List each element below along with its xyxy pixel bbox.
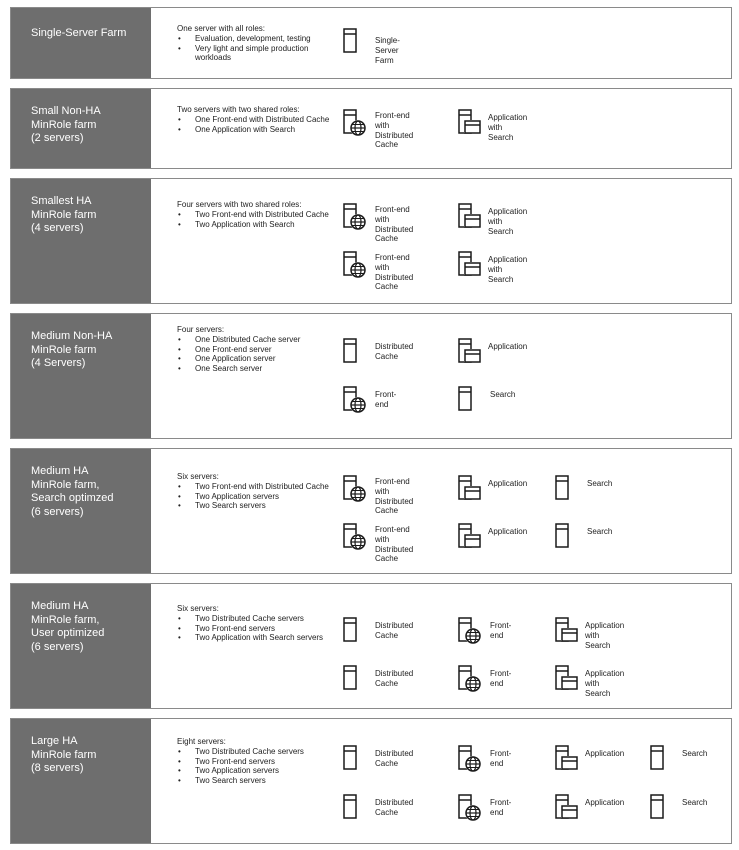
farm-description [177,105,341,134]
farm-bullet: • Two Front-end with Distributed Cache [177,210,341,220]
farm-label: Smallest HA MinRole farm (4 servers) [11,179,151,303]
server-icon [648,794,676,822]
front-end-server-icon [341,475,369,503]
server-label: Search [682,749,708,758]
server-label: Application with Search [488,207,528,236]
farm-description [177,325,341,374]
server-icon [648,745,676,773]
front-end-server-icon [341,523,369,551]
application-server-icon [456,203,484,231]
server-label: Application with Search [488,255,528,284]
front-end-server-icon [456,665,484,693]
application-server-icon [456,523,484,551]
server-label: Application [488,479,528,488]
farm-label: Medium HA MinRole farm, User optimized (6 servers) [11,584,151,708]
front-end-server-icon [341,109,369,137]
farm-bullet-list [177,34,341,63]
farm-bullet: • One Application with Search [177,125,341,135]
farm-bullet: • Two Front-end servers [177,624,341,634]
farm-description [177,472,341,511]
farm-bullet: • Very light and simple production workloads [177,44,341,64]
farm-description [177,200,341,229]
farm-label: Medium Non-HA MinRole farm (4 Servers) [11,314,151,438]
farm-panel [10,583,732,709]
farm-panel [10,7,732,79]
front-end-server-icon [341,251,369,279]
farm-intro: Six servers: [177,604,219,613]
farm-bullet: • One Front-end with Distributed Cache [177,115,341,125]
server-icon [341,665,369,693]
server-label: Front-end [490,798,512,817]
farm-bullet-list [177,335,341,374]
server-label: Distributed Cache [375,621,414,640]
farm-bullet: • One Application server [177,354,341,364]
application-server-icon [553,794,581,822]
farm-bullet: • Evaluation, development, testing [177,34,341,44]
farm-panel [10,88,732,169]
server-label: Search [490,390,516,399]
application-server-icon [456,475,484,503]
front-end-server-icon [456,617,484,645]
server-icon [553,475,581,503]
server-icon [553,523,581,551]
front-end-server-icon [456,794,484,822]
farm-label: Small Non-HA MinRole farm (2 servers) [11,89,151,168]
server-icon [341,338,369,366]
farm-bullet-list [177,115,341,135]
server-label: Front-end [375,390,397,409]
application-server-icon [553,745,581,773]
server-label: Front-end with Distributed Cache [375,111,414,150]
front-end-server-icon [341,386,369,414]
application-server-icon [553,617,581,645]
server-icon [341,794,369,822]
farm-bullet: • Two Search servers [177,776,341,786]
farm-bullet: • Two Distributed Cache servers [177,614,341,624]
front-end-server-icon [341,203,369,231]
farm-intro: Six servers: [177,472,219,481]
farm-intro: Four servers with two shared roles: [177,200,302,209]
server-label: Application [488,342,528,351]
server-icon [341,745,369,773]
server-label: Application [585,749,625,758]
application-server-icon [553,665,581,693]
server-label: Single-Server Farm [375,36,400,65]
farm-intro: Four servers: [177,325,225,334]
server-label: Application with Search [585,621,625,650]
farm-bullet-list [177,210,341,230]
farm-bullet-list [177,747,341,786]
server-icon [341,28,369,56]
farm-label: Single-Server Farm [11,8,151,78]
farm-bullet: • Two Front-end with Distributed Cache [177,482,341,492]
server-label: Front-end with Distributed Cache [375,477,414,516]
farm-bullet-list [177,482,341,511]
farm-description [177,24,341,63]
server-label: Application [488,527,528,536]
server-label: Search [587,479,613,488]
farm-panel [10,448,732,574]
server-label: Front-end with Distributed Cache [375,205,414,244]
farm-intro: Two servers with two shared roles: [177,105,300,114]
farm-bullet: • One Search server [177,364,341,374]
farm-panel [10,718,732,844]
server-label: Distributed Cache [375,749,414,768]
farm-bullet: • Two Application servers [177,766,341,776]
server-label: Search [682,798,708,807]
farm-bullet: • Two Application with Search servers [177,633,341,643]
farm-bullet: • Two Application with Search [177,220,341,230]
farm-label: Medium HA MinRole farm, Search optimzed (6 servers) [11,449,151,573]
farm-label: Large HA MinRole farm (8 servers) [11,719,151,843]
server-label: Application with Search [488,113,528,142]
farm-bullet-list [177,614,341,643]
application-server-icon [456,251,484,279]
front-end-server-icon [456,745,484,773]
farm-bullet: • One Distributed Cache server [177,335,341,345]
server-label: Front-end with Distributed Cache [375,253,414,292]
farm-panel [10,313,732,439]
farm-bullet: • Two Application servers [177,492,341,502]
server-label: Application [585,798,625,807]
server-label: Distributed Cache [375,342,414,361]
farm-bullet: • Two Distributed Cache servers [177,747,341,757]
server-icon [341,617,369,645]
application-server-icon [456,338,484,366]
server-label: Front-end [490,669,512,688]
farm-bullet: • Two Front-end servers [177,757,341,767]
farm-intro: Eight servers: [177,737,226,746]
farm-description [177,737,341,786]
farm-bullet: • One Front-end server [177,345,341,355]
server-label: Search [587,527,613,536]
server-label: Front-end [490,749,512,768]
farm-description [177,604,341,643]
server-label: Front-end [490,621,512,640]
farm-intro: One server with all roles: [177,24,266,33]
server-icon [456,386,484,414]
application-server-icon [456,109,484,137]
server-label: Distributed Cache [375,669,414,688]
server-label: Application with Search [585,669,625,698]
farm-bullet: • Two Search servers [177,501,341,511]
server-label: Distributed Cache [375,798,414,817]
server-label: Front-end with Distributed Cache [375,525,414,564]
farm-panel [10,178,732,304]
